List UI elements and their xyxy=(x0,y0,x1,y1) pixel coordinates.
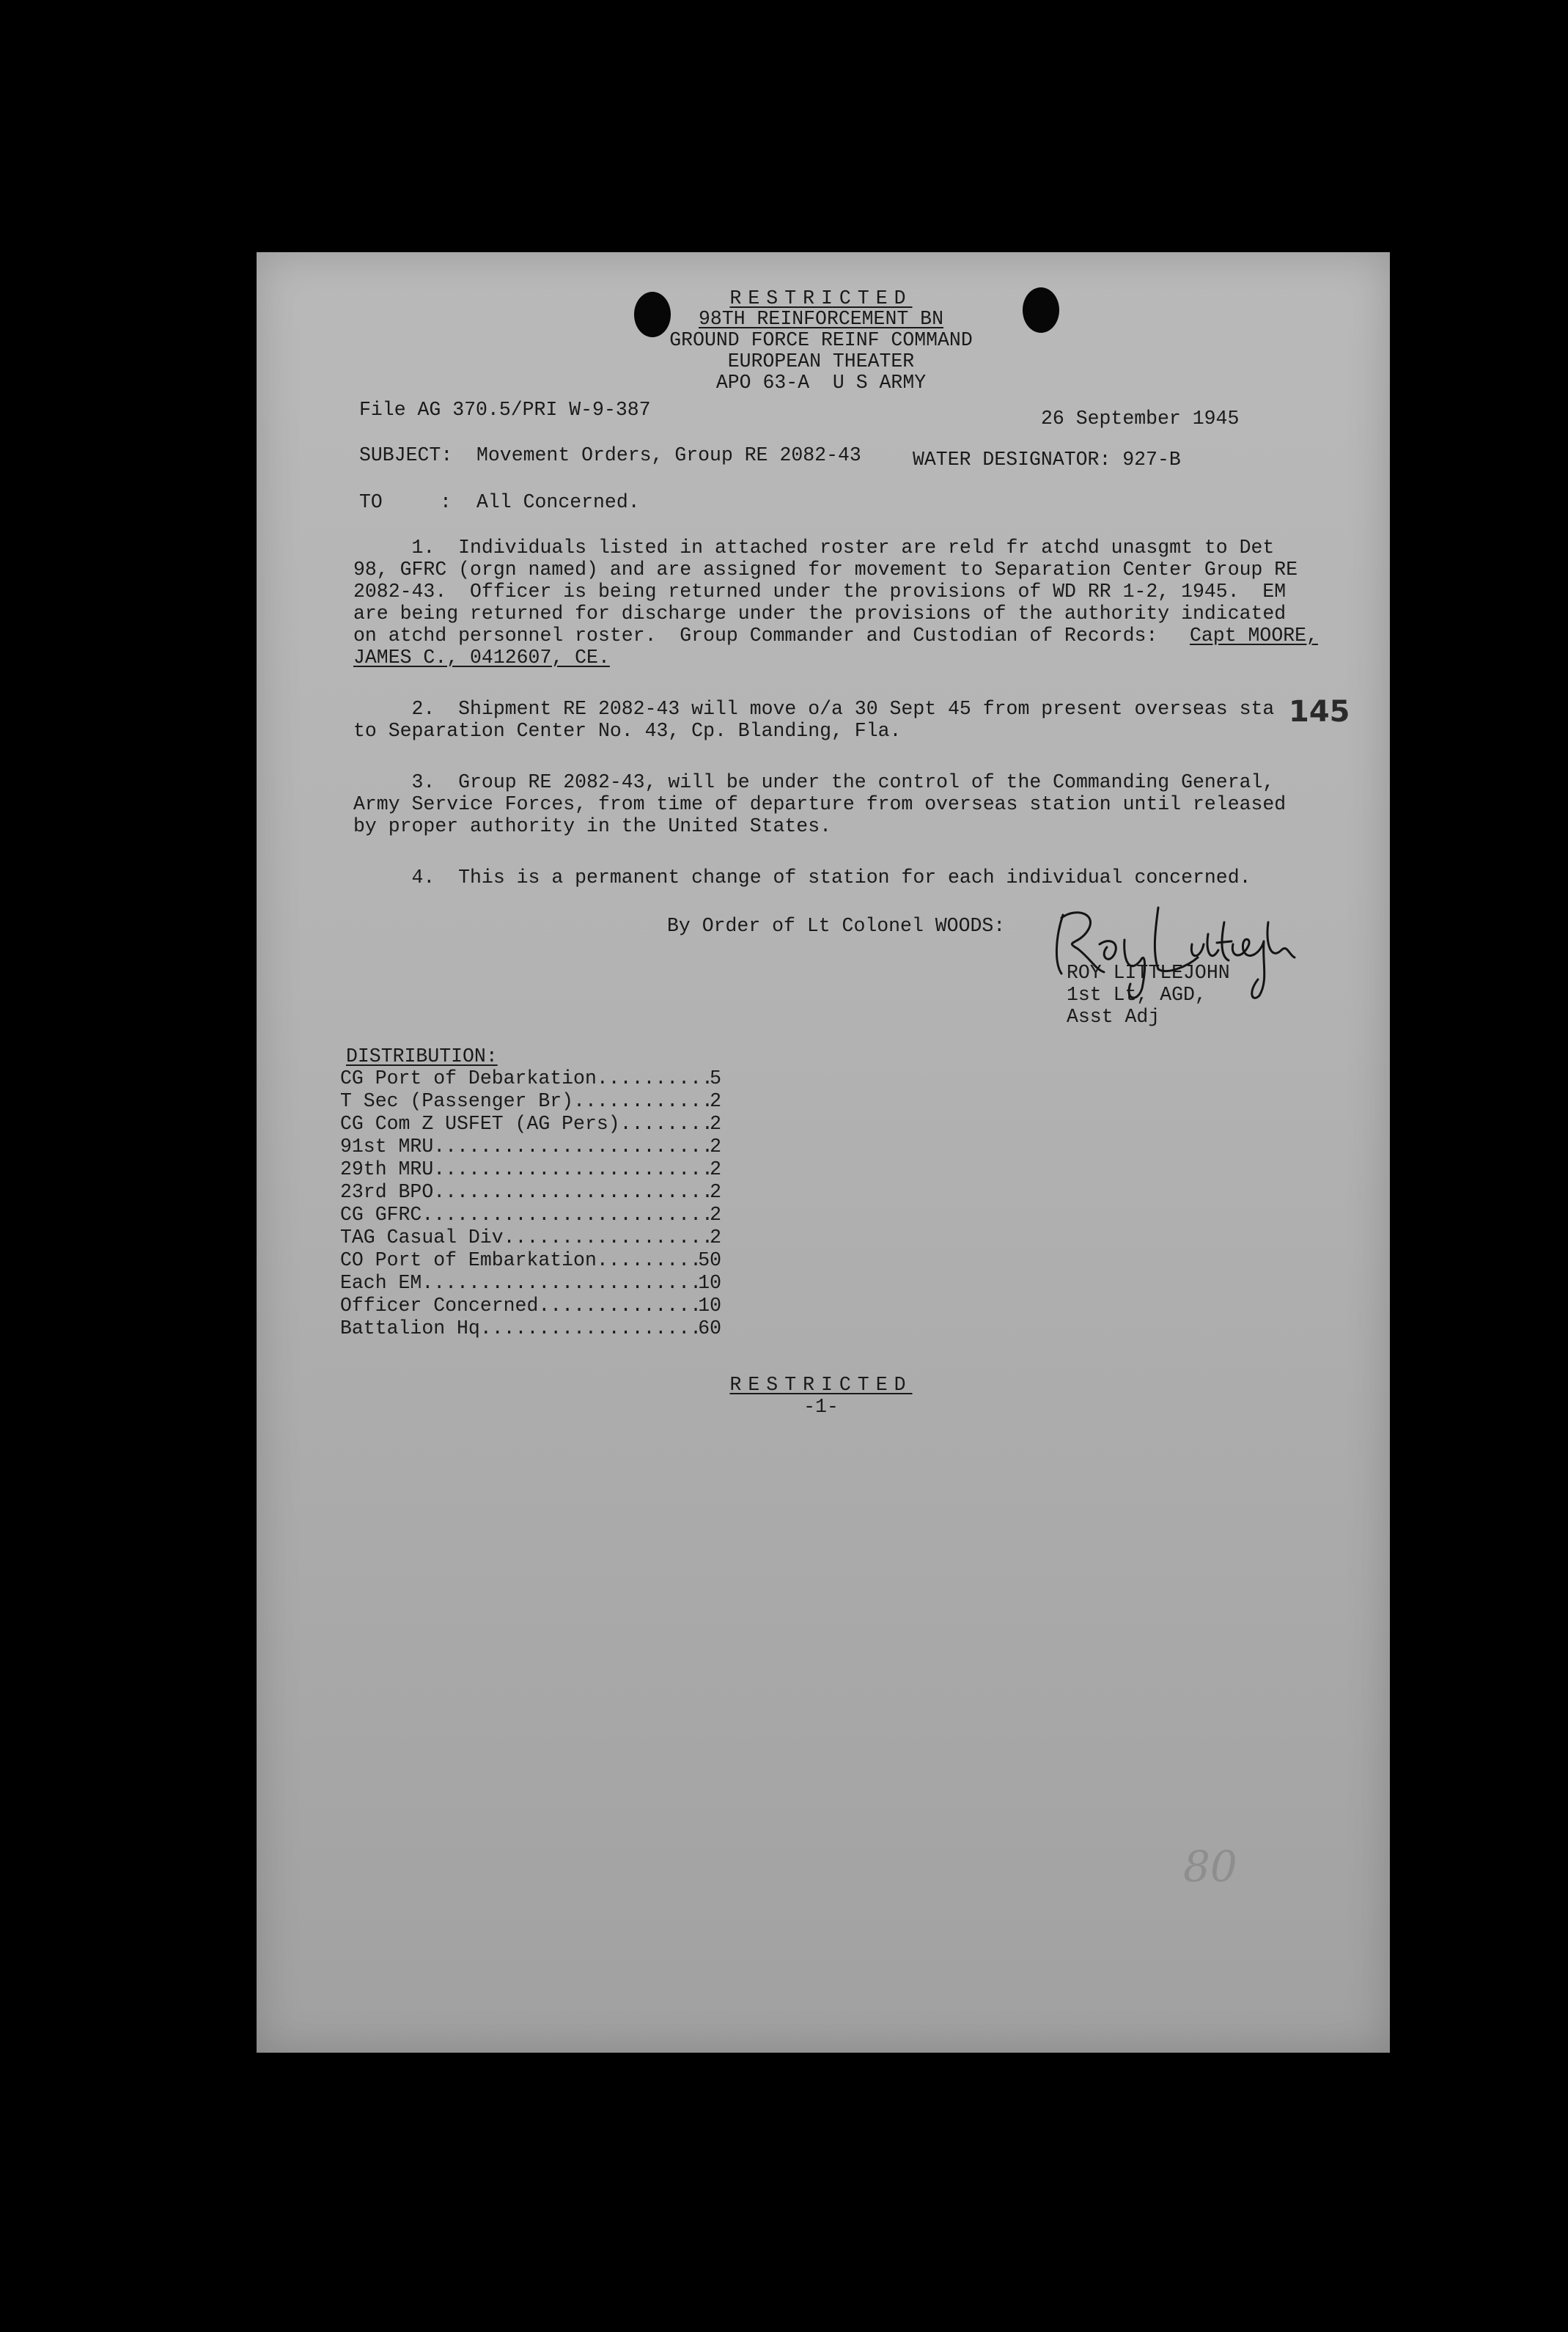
document-date: 26 September 1945 xyxy=(1041,408,1240,430)
to-label: TO xyxy=(359,491,383,513)
signer-rank: 1st Lt, AGD, xyxy=(1067,984,1207,1006)
document-sheet xyxy=(257,252,1390,2053)
paragraph-1-line: 2082-43. Officer is being returned under the provisions of WD RR 1-2, 1945. EM xyxy=(353,581,1287,603)
distribution-recipient: T Sec (Passenger Br) xyxy=(340,1090,574,1112)
paragraph-1-line: on atchd personnel roster. Group Commander and Custodian of Records: xyxy=(353,625,1158,647)
leader-dots xyxy=(422,1204,710,1226)
signer-title: Asst Adj xyxy=(1067,1006,1160,1028)
water-designator: WATER DESIGNATOR: 927-B xyxy=(913,449,1181,471)
distribution-recipient: 29th MRU xyxy=(340,1158,434,1180)
paragraph-3-line: by proper authority in the United States. xyxy=(353,815,832,837)
distribution-recipient: Each EM xyxy=(340,1272,422,1294)
paragraph-2-line: 2. Shipment RE 2082-43 will move o/a 30 Sept 45 from present overseas sta xyxy=(353,698,1275,720)
distribution-row xyxy=(340,1272,721,1295)
punch-hole-right xyxy=(1023,287,1059,333)
distribution-row xyxy=(340,1249,721,1272)
authority-line: By Order of Lt Colonel WOODS: xyxy=(667,915,1006,937)
distribution-row xyxy=(340,1226,721,1249)
paragraph-2-line: to Separation Center No. 43, Cp. Blanding, Fla. xyxy=(353,720,902,742)
distribution-recipient: 23rd BPO xyxy=(340,1181,434,1203)
distribution-list xyxy=(340,1067,721,1340)
distribution-count: 50 xyxy=(698,1249,721,1271)
distribution-count: 2 xyxy=(710,1090,721,1112)
distribution-row xyxy=(340,1067,721,1090)
leader-dots xyxy=(597,1067,710,1090)
subject-text: Movement Orders, Group RE 2082-43 xyxy=(476,444,861,466)
group-commander-name: Capt MOORE, xyxy=(1190,625,1318,647)
paragraph-3-line: 3. Group RE 2082-43, will be under the control of the Commanding General, xyxy=(353,771,1275,793)
distribution-count: 5 xyxy=(710,1067,721,1089)
leader-dots xyxy=(433,1158,710,1181)
leader-dots xyxy=(620,1113,710,1136)
distribution-row xyxy=(340,1317,721,1340)
paragraph-3-line: Army Service Forces, from time of departure from overseas station until released xyxy=(353,793,1287,815)
distribution-row xyxy=(340,1181,721,1204)
distribution-row xyxy=(340,1090,721,1113)
distribution-count: 2 xyxy=(710,1136,721,1158)
leader-dots xyxy=(538,1295,698,1317)
paragraph-1-line: 98, GFRC (orgn named) and are assigned for movement to Separation Center Group RE xyxy=(353,559,1298,581)
page-number: -1- xyxy=(803,1396,839,1418)
distribution-count: 2 xyxy=(710,1181,721,1203)
paragraph-1-line: 1. Individuals listed in attached roster are reld fr atchd unasgmt to Det xyxy=(353,537,1275,559)
paragraph-1-line: JAMES C., 0412607, CE. xyxy=(353,647,610,669)
stamped-number: 145 xyxy=(1289,695,1350,729)
leader-dots xyxy=(573,1090,710,1113)
leader-dots xyxy=(504,1226,710,1249)
pencil-notation: 80 xyxy=(1183,1842,1237,1891)
distribution-recipient: CG Port of Debarkation xyxy=(340,1067,597,1089)
distribution-count: 10 xyxy=(698,1272,721,1294)
distribution-recipient: Officer Concerned xyxy=(340,1295,539,1317)
distribution-count: 2 xyxy=(710,1113,721,1135)
paragraph-4: 4. This is a permanent change of station for each individual concerned. xyxy=(353,867,1251,889)
leader-dots xyxy=(480,1317,698,1340)
to-colon: : xyxy=(440,491,452,513)
distribution-count: 2 xyxy=(710,1158,721,1180)
distribution-recipient: TAG Casual Div xyxy=(340,1226,504,1248)
distribution-row xyxy=(340,1295,721,1317)
distribution-recipient: CG Com Z USFET (AG Pers) xyxy=(340,1113,620,1135)
leader-dots xyxy=(433,1181,710,1204)
distribution-recipient: CG GFRC xyxy=(340,1204,422,1226)
file-reference: File AG 370.5/PRI W-9-387 xyxy=(359,399,651,421)
distribution-count: 2 xyxy=(710,1226,721,1248)
leader-dots xyxy=(422,1272,698,1295)
distribution-count: 60 xyxy=(698,1317,721,1339)
distribution-count: 10 xyxy=(698,1295,721,1317)
header-command: GROUND FORCE REINF COMMAND xyxy=(669,329,973,351)
paragraph-1-line: are being returned for discharge under the provisions of the authority indicated xyxy=(353,603,1287,625)
leader-dots xyxy=(433,1136,710,1158)
distribution-recipient: CO Port of Embarkation xyxy=(340,1249,597,1271)
to-value: All Concerned. xyxy=(476,491,640,513)
header-unit: 98TH REINFORCEMENT BN xyxy=(699,308,943,330)
handwritten-signature xyxy=(1048,893,1312,1003)
distribution-count: 2 xyxy=(710,1204,721,1226)
subject-label: SUBJECT: xyxy=(359,444,453,466)
footer-classification: RESTRICTED xyxy=(729,1374,913,1396)
signer-name: ROY LITTLEJOHN xyxy=(1067,962,1230,984)
distribution-row xyxy=(340,1113,721,1136)
distribution-row xyxy=(340,1136,721,1158)
leader-dots xyxy=(597,1249,698,1272)
distribution-row xyxy=(340,1204,721,1226)
header-classification: RESTRICTED xyxy=(729,287,913,309)
header-apo: APO 63-A U S ARMY xyxy=(715,372,927,394)
distribution-heading: DISTRIBUTION: xyxy=(346,1045,498,1067)
header-theater: EUROPEAN THEATER xyxy=(727,350,915,372)
distribution-recipient: 91st MRU xyxy=(340,1136,434,1158)
distribution-row xyxy=(340,1158,721,1181)
distribution-recipient: Battalion Hq xyxy=(340,1317,480,1339)
